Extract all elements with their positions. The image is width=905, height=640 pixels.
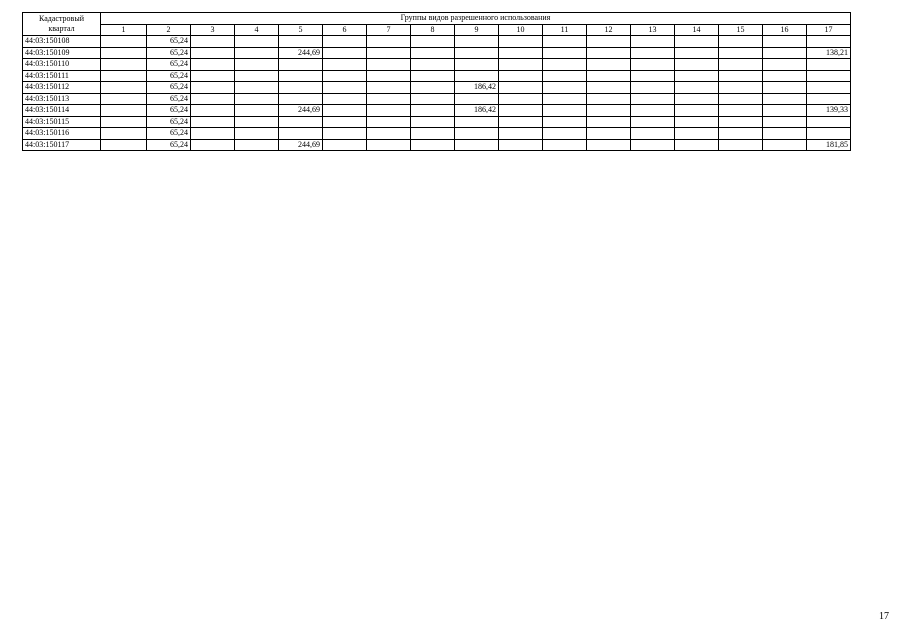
value-cell [587, 82, 631, 94]
table-row [23, 93, 851, 105]
value-cell [235, 70, 279, 82]
value-cell [411, 36, 455, 48]
value-cell [587, 128, 631, 140]
table-row [23, 47, 851, 59]
value-cell [543, 105, 587, 117]
value-cell [367, 59, 411, 71]
value-cell [191, 105, 235, 117]
value-cell [631, 59, 675, 71]
value-cell [587, 47, 631, 59]
value-cell [631, 128, 675, 140]
value-cell [543, 47, 587, 59]
value-cell [675, 139, 719, 151]
value-cell [587, 36, 631, 48]
value-cell [587, 93, 631, 105]
value-cell [763, 36, 807, 48]
value-cell [543, 70, 587, 82]
value-cell [235, 128, 279, 140]
value-cell [719, 139, 763, 151]
value-cell [455, 128, 499, 140]
value-cell [367, 139, 411, 151]
value-cell: 65,24 [147, 93, 191, 105]
table-row [23, 139, 851, 151]
value-cell [543, 128, 587, 140]
value-cell [587, 59, 631, 71]
value-cell [235, 105, 279, 117]
value-cell [367, 82, 411, 94]
value-cell: 244,69 [279, 139, 323, 151]
value-cell [191, 116, 235, 128]
value-cell [631, 93, 675, 105]
value-cell [191, 93, 235, 105]
col-number: 1 [101, 24, 147, 36]
col-number: 5 [279, 24, 323, 36]
value-cell [411, 116, 455, 128]
value-cell [101, 82, 147, 94]
value-cell [323, 93, 367, 105]
value-cell [101, 36, 147, 48]
value-cell [631, 105, 675, 117]
value-cell [587, 139, 631, 151]
value-cell [763, 93, 807, 105]
value-cell [455, 139, 499, 151]
value-cell: 139,33 [807, 105, 851, 117]
value-cell [499, 70, 543, 82]
value-cell [101, 116, 147, 128]
value-cell [411, 59, 455, 71]
col-number: 3 [191, 24, 235, 36]
value-cell [323, 116, 367, 128]
col-number: 7 [367, 24, 411, 36]
value-cell [323, 128, 367, 140]
value-cell [499, 47, 543, 59]
value-cell [807, 59, 851, 71]
value-cell: 186,42 [455, 105, 499, 117]
value-cell [235, 82, 279, 94]
value-cell [323, 36, 367, 48]
value-cell [719, 36, 763, 48]
value-cell [367, 116, 411, 128]
value-cell [763, 59, 807, 71]
value-cell [719, 82, 763, 94]
value-cell [631, 82, 675, 94]
column-number-row [23, 24, 851, 36]
value-cell [323, 47, 367, 59]
col-number: 10 [499, 24, 543, 36]
value-cell [719, 116, 763, 128]
value-cell [763, 128, 807, 140]
table-row [23, 82, 851, 94]
value-cell: 65,24 [147, 105, 191, 117]
value-cell [631, 139, 675, 151]
value-cell [411, 70, 455, 82]
value-cell [279, 82, 323, 94]
value-cell [499, 59, 543, 71]
value-cell [587, 116, 631, 128]
value-cell [367, 36, 411, 48]
value-cell [675, 116, 719, 128]
value-cell [323, 105, 367, 117]
value-cell [455, 36, 499, 48]
value-cell [235, 59, 279, 71]
value-cell [323, 82, 367, 94]
value-cell [763, 139, 807, 151]
table-row [23, 70, 851, 82]
value-cell [543, 93, 587, 105]
value-cell [367, 70, 411, 82]
value-cell: 65,24 [147, 47, 191, 59]
table-body [23, 36, 851, 151]
value-cell [631, 47, 675, 59]
value-cell [675, 128, 719, 140]
value-cell [455, 59, 499, 71]
value-cell [499, 105, 543, 117]
value-cell [807, 82, 851, 94]
col-number: 12 [587, 24, 631, 36]
cadastral-quarter: 44:03:150109 [23, 47, 101, 59]
value-cell [543, 82, 587, 94]
value-cell [279, 70, 323, 82]
cadastral-quarter: 44:03:150110 [23, 59, 101, 71]
value-cell [367, 128, 411, 140]
value-cell [367, 105, 411, 117]
col-number: 9 [455, 24, 499, 36]
value-cell [323, 70, 367, 82]
value-cell [719, 59, 763, 71]
table-row [23, 105, 851, 117]
value-cell [367, 47, 411, 59]
value-cell [191, 139, 235, 151]
cadastral-quarter: 44:03:150114 [23, 105, 101, 117]
value-cell [675, 82, 719, 94]
value-cell [631, 70, 675, 82]
value-cell [719, 70, 763, 82]
value-cell [675, 47, 719, 59]
value-cell [499, 36, 543, 48]
value-cell [587, 70, 631, 82]
col-number: 6 [323, 24, 367, 36]
cadastral-quarter: 44:03:150117 [23, 139, 101, 151]
cadastral-quarter: 44:03:150113 [23, 93, 101, 105]
value-cell [807, 116, 851, 128]
groups-title: Группы видов разрешенного использования [101, 13, 851, 25]
value-cell [101, 47, 147, 59]
value-cell: 65,24 [147, 128, 191, 140]
land-value-table [22, 12, 851, 151]
col-number: 13 [631, 24, 675, 36]
value-cell: 65,24 [147, 59, 191, 71]
value-cell [543, 139, 587, 151]
value-cell: 181,85 [807, 139, 851, 151]
value-cell [323, 59, 367, 71]
value-cell [191, 70, 235, 82]
cadastral-quarter: 44:03:150108 [23, 36, 101, 48]
value-cell [675, 105, 719, 117]
value-cell [455, 93, 499, 105]
value-cell: 65,24 [147, 82, 191, 94]
value-cell [101, 70, 147, 82]
value-cell [455, 47, 499, 59]
cadastral-quarter: 44:03:150115 [23, 116, 101, 128]
col-number: 17 [807, 24, 851, 36]
value-cell [499, 139, 543, 151]
value-cell [101, 105, 147, 117]
value-cell [499, 82, 543, 94]
col-number: 8 [411, 24, 455, 36]
col-number: 15 [719, 24, 763, 36]
value-cell [191, 128, 235, 140]
cadastral-quarter: 44:03:150116 [23, 128, 101, 140]
value-cell [191, 59, 235, 71]
value-cell [411, 139, 455, 151]
value-cell [279, 59, 323, 71]
value-cell [587, 105, 631, 117]
value-cell: 65,24 [147, 70, 191, 82]
value-cell [675, 93, 719, 105]
value-cell [807, 128, 851, 140]
value-cell [807, 93, 851, 105]
value-cell [675, 36, 719, 48]
value-cell [101, 139, 147, 151]
cadastral-quarter: 44:03:150111 [23, 70, 101, 82]
value-cell [455, 116, 499, 128]
value-cell [411, 82, 455, 94]
value-cell [543, 116, 587, 128]
value-cell [235, 139, 279, 151]
value-cell [235, 116, 279, 128]
value-cell [675, 59, 719, 71]
value-cell [719, 93, 763, 105]
value-cell [279, 128, 323, 140]
value-cell [499, 93, 543, 105]
cadastral-quarter: 44:03:150112 [23, 82, 101, 94]
value-cell [101, 93, 147, 105]
value-cell [411, 47, 455, 59]
value-cell [279, 116, 323, 128]
value-cell [763, 105, 807, 117]
value-cell [807, 36, 851, 48]
value-cell [191, 36, 235, 48]
value-cell [411, 105, 455, 117]
value-cell: 65,24 [147, 139, 191, 151]
value-cell [807, 70, 851, 82]
value-cell [543, 36, 587, 48]
value-cell: 138,21 [807, 47, 851, 59]
value-cell [191, 82, 235, 94]
value-cell [631, 36, 675, 48]
value-cell [101, 128, 147, 140]
value-cell [499, 128, 543, 140]
col-number: 4 [235, 24, 279, 36]
value-cell [719, 128, 763, 140]
value-cell [455, 70, 499, 82]
value-cell [279, 36, 323, 48]
col-number: 14 [675, 24, 719, 36]
page-number: 17 [879, 611, 889, 622]
value-cell: 244,69 [279, 47, 323, 59]
value-cell: 186,42 [455, 82, 499, 94]
table-row [23, 36, 851, 48]
value-cell [763, 70, 807, 82]
value-cell [763, 47, 807, 59]
col-number: 16 [763, 24, 807, 36]
value-cell [323, 139, 367, 151]
table-row [23, 116, 851, 128]
value-cell [279, 93, 323, 105]
value-cell: 65,24 [147, 116, 191, 128]
table-row [23, 59, 851, 71]
value-cell [191, 47, 235, 59]
value-cell [411, 128, 455, 140]
value-cell: 244,69 [279, 105, 323, 117]
value-cell [235, 36, 279, 48]
value-cell [411, 93, 455, 105]
value-cell [675, 70, 719, 82]
value-cell [719, 105, 763, 117]
col-number: 11 [543, 24, 587, 36]
value-cell [719, 47, 763, 59]
value-cell [763, 116, 807, 128]
value-cell [235, 47, 279, 59]
col-number: 2 [147, 24, 191, 36]
value-cell [235, 93, 279, 105]
table-row [23, 128, 851, 140]
value-cell: 65,24 [147, 36, 191, 48]
value-cell [763, 82, 807, 94]
value-cell [499, 116, 543, 128]
value-cell [543, 59, 587, 71]
value-cell [631, 116, 675, 128]
col-header-kv: Кадастровый квартал [23, 13, 101, 36]
value-cell [101, 59, 147, 71]
value-cell [367, 93, 411, 105]
